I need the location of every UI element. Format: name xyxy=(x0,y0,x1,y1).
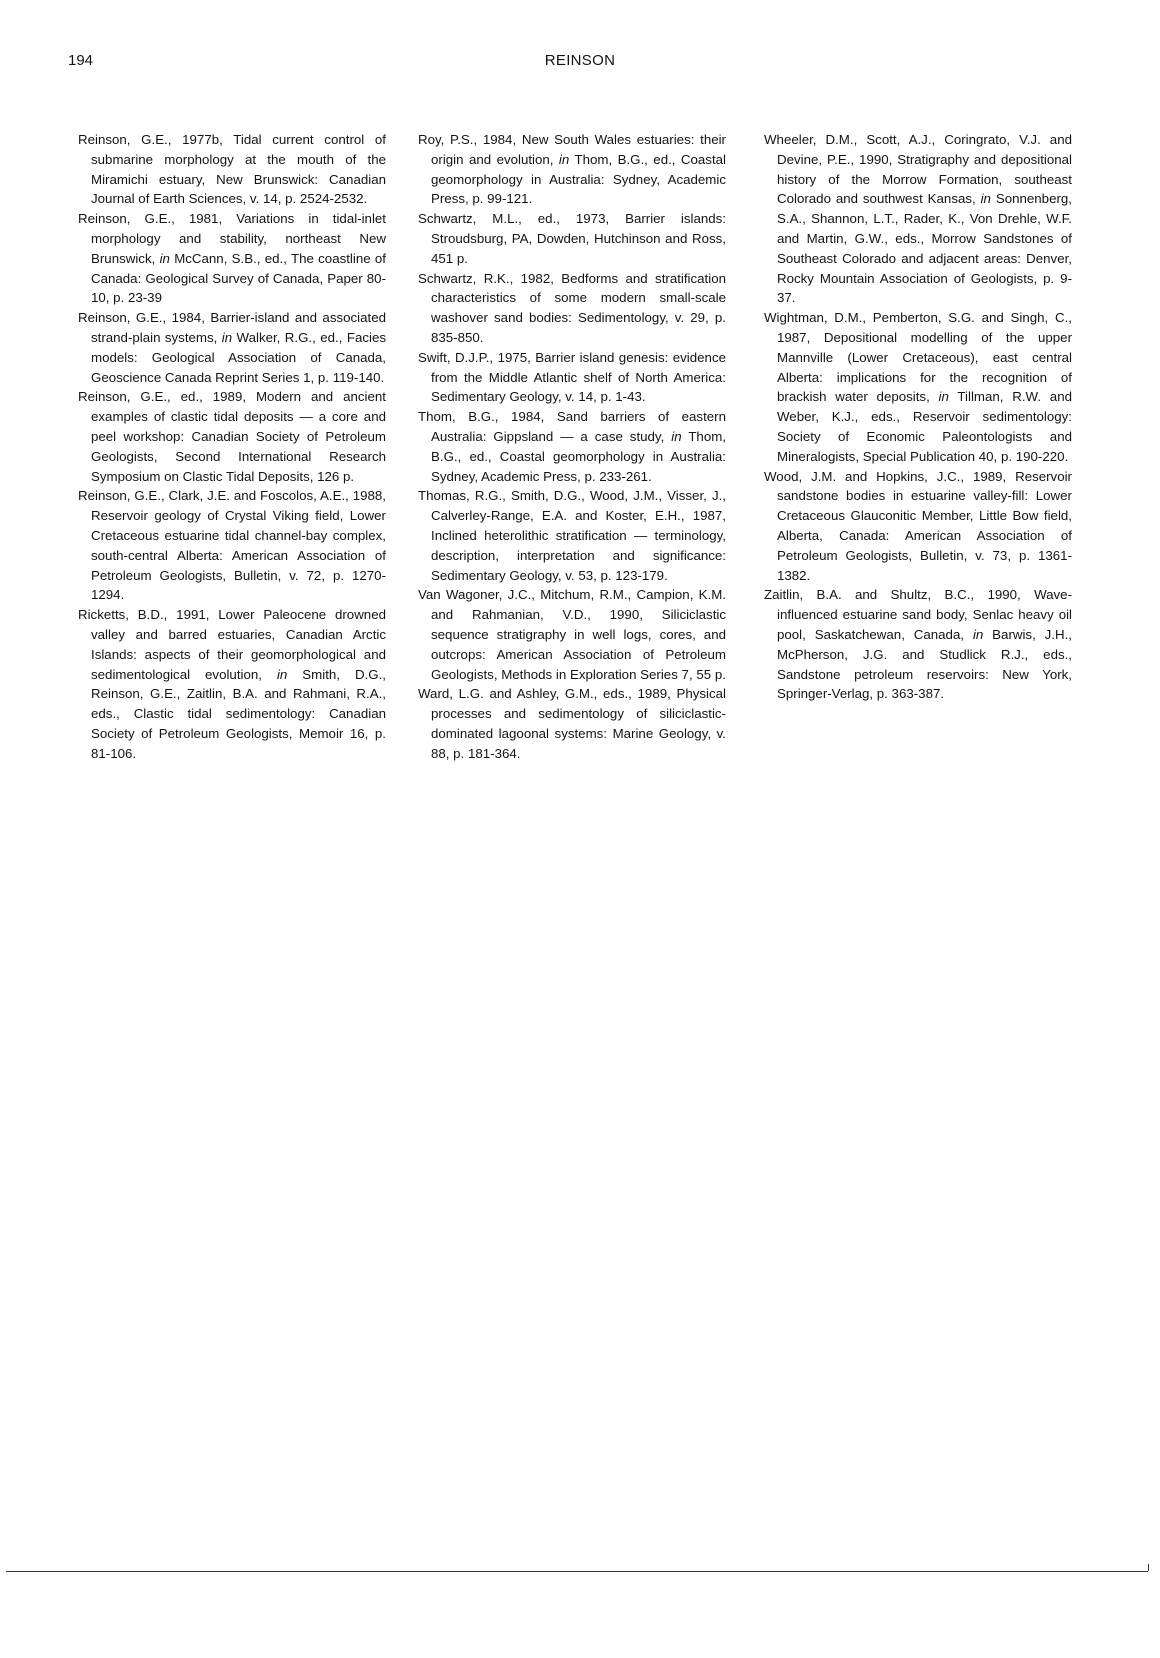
reference-entry xyxy=(764,308,1072,466)
reference-entry xyxy=(764,585,1072,704)
page-number: 194 xyxy=(68,52,94,69)
reference-entry xyxy=(764,467,1072,586)
reference-in-italic: in xyxy=(276,666,288,682)
reference-text: Barwis, J.H., McPherson, J.G. and Studlick R.J., eds., Sandstone petroleum reservoirs: New York, Springer-Verlag, p. 363-387. xyxy=(777,626,1072,702)
reference-text: Wheeler, D.M., Scott, A.J., Coringrato, V.J. and Devine, P.E., 1990, Stratigraphy and depositional history of the Morrow Formation, southeast Colorado and southwest Kansas, xyxy=(764,132,1072,207)
bottom-rule xyxy=(6,1571,1148,1572)
references-column-2 xyxy=(418,130,726,764)
reference-in-italic: in xyxy=(159,250,170,266)
running-head: REINSON xyxy=(544,52,616,69)
reference-entry xyxy=(78,605,386,763)
reference-entry xyxy=(78,308,386,387)
reference-in-italic: in xyxy=(972,626,984,642)
reference-in-italic: in xyxy=(221,329,233,345)
reference-entry xyxy=(418,684,726,763)
reference-entry xyxy=(418,209,726,268)
reference-text: Swift, D.J.P., 1975, Barrier island genesis: evidence from the Middle Atlantic shelf of North America: Sedimentary Geology, v. 14, p. 1-43. xyxy=(418,349,726,405)
reference-entry xyxy=(418,130,726,209)
reference-text: Reinson, G.E., 1981, Variations in tidal-inlet morphology and stability, northeast New Brunswick, xyxy=(78,211,386,266)
reference-entry xyxy=(78,209,386,308)
reference-in-italic: in xyxy=(558,151,570,167)
reference-text: Wood, J.M. and Hopkins, J.C., 1989, Reservoir sandstone bodies in estuarine valley-fill: Lower Cretaceous Glauconitic Member, Little Bow field, Alberta, Canada: American Association of Petroleum Geologists, Bulletin, v. 73, p. 1361-1382. xyxy=(764,468,1072,583)
reference-text: Thom, B.G., 1984, Sand barriers of eastern Australia: Gippsland — a case study, xyxy=(418,409,726,444)
reference-entry xyxy=(418,269,726,348)
reference-text: Schwartz, R.K., 1982, Bedforms and stratification characteristics of some modern small-scale washover sand bodies: Sedimentology, v. 29, p. 835-850. xyxy=(418,270,726,345)
reference-text: Thom, B.G., ed., Coastal geomorphology in Australia: Sydney, Academic Press, p. 99-121. xyxy=(431,151,726,207)
reference-in-italic: in xyxy=(938,389,949,405)
reference-text: Schwartz, M.L., ed., 1973, Barrier islands: Stroudsburg, PA, Dowden, Hutchinson and Ross, 451 p. xyxy=(418,211,726,266)
reference-text: Walker, R.G., ed., Facies models: Geological Association of Canada, Geoscience Canada Reprint Series 1, p. 119-140. xyxy=(91,329,386,385)
crop-mark xyxy=(1132,1564,1149,1571)
reference-text: Zaitlin, B.A. and Shultz, B.C., 1990, Wave-influenced estuarine sand body, Senlac heavy oil pool, Saskatchewan, Canada, xyxy=(764,587,1072,642)
reference-entry xyxy=(418,348,726,407)
reference-entry xyxy=(78,130,386,209)
reference-text: Smith, D.G., Reinson, G.E., Zaitlin, B.A. and Rahmani, R.A., eds., Clastic tidal sedimentology: Canadian Society of Petroleum Geologists, Memoir 16, p. 81-106. xyxy=(91,666,386,761)
reference-text: Reinson, G.E., 1984, Barrier-island and associated strand-plain systems, xyxy=(78,310,386,345)
reference-text: Van Wagoner, J.C., Mitchum, R.M., Campion, K.M. and Rahmanian, V.D., 1990, Siliciclastic sequence stratigraphy in well logs, cores, and outcrops: American Association of Petroleum Geologists, Methods in Exploration Series 7, 55 p. xyxy=(418,587,726,682)
reference-text: Ward, L.G. and Ashley, G.M., eds., 1989, Physical processes and sedimentology of siliciclastic-dominated lagoonal systems: Marine Geology, v. 88, p. 181-364. xyxy=(418,686,726,761)
reference-text: Thom, B.G., ed., Coastal geomorphology in Australia: Sydney, Academic Press, p. 233-261. xyxy=(431,428,726,484)
reference-text: Tillman, R.W. and Weber, K.J., eds., Reservoir sedimentology: Society of Economic Paleontologists and Mineralogists, Special Publication 40, p. 190-220. xyxy=(777,389,1072,464)
reference-text: Roy, P.S., 1984, New South Wales estuaries: their origin and evolution, xyxy=(418,132,726,167)
reference-entry xyxy=(78,387,386,486)
reference-text: Reinson, G.E., Clark, J.E. and Foscolos, A.E., 1988, Reservoir geology of Crystal Viking field, Lower Cretaceous estuarine tidal channel-bay complex, south-central Alberta: American Association of Petroleum Geologists, Bulletin, v. 72, p. 1270-1294. xyxy=(78,488,386,603)
reference-in-italic: in xyxy=(671,428,682,444)
reference-text: McCann, S.B., ed., The coastline of Canada: Geological Survey of Canada, Paper 80-10, p. 23-39 xyxy=(91,250,386,306)
reference-text: Reinson, G.E., 1977b, Tidal current control of submarine morphology at the mouth of the Miramichi estuary, New Brunswick: Canadian Journal of Earth Sciences, v. 14, p. 2524-2532. xyxy=(78,132,386,207)
references-column-1 xyxy=(78,130,386,764)
reference-text: Sonnenberg, S.A., Shannon, L.T., Rader, K., Von Drehle, W.F. and Martin, G.W., eds., Morrow Sandstones of Southeast Colorado and adjacent areas: Denver, Rocky Mountain Association of Geologists, p. 9-37. xyxy=(777,191,1072,306)
references-column-3 xyxy=(764,130,1072,704)
reference-text: Thomas, R.G., Smith, D.G., Wood, J.M., Visser, J., Calverley-Range, E.A. and Koster, E.H., 1987, Inclined heterolithic stratification — terminology, description, interpretation and significance: Sedimentary Geology, v. 53, p. 123-179. xyxy=(418,488,726,583)
reference-entry xyxy=(418,585,726,684)
reference-in-italic: in xyxy=(980,191,991,207)
reference-text: Wightman, D.M., Pemberton, S.G. and Singh, C., 1987, Depositional modelling of the upper Mannville (Lower Cretaceous), east central Alberta: implications for the recognition of brackish water deposits, xyxy=(764,310,1072,405)
reference-entry xyxy=(418,486,726,585)
reference-entry xyxy=(764,130,1072,308)
reference-entry xyxy=(78,486,386,605)
reference-text: Reinson, G.E., ed., 1989, Modern and ancient examples of clastic tidal deposits — a core and peel workshop: Canadian Society of Petroleum Geologists, Second International Research Symposium on Clastic Tidal Deposits, 126 p. xyxy=(78,389,386,484)
reference-entry xyxy=(418,407,726,486)
reference-text: Ricketts, B.D., 1991, Lower Paleocene drowned valley and barred estuaries, Canadian Arctic Islands: aspects of their geomorphological and sedimentological evolution, xyxy=(78,607,386,682)
